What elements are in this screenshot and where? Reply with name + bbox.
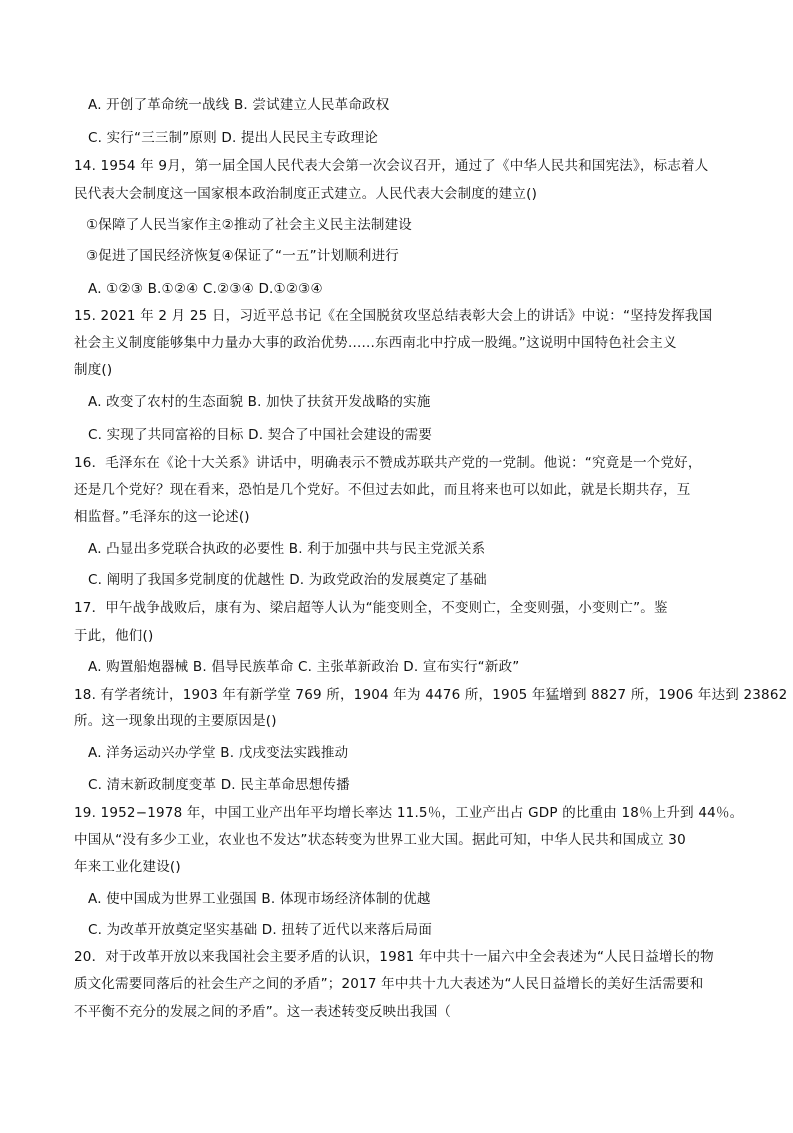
q19-stem-line-1: 19. 1952−1978 年，中国工业产出年平均增长率达 11.5％，工业产出占 GDP 的比重由 18％上升到 44％。 <box>74 805 744 821</box>
q19-option-ab: A. 使中国成为世界工业强国 B. 体现市场经济体制的优越 <box>88 891 431 907</box>
q14-statements-2: ③促进了国民经济恢复④保证了“一五”计划顺利进行 <box>86 248 399 264</box>
q20-stem-line-1: 20．对于改革开放以来我国社会主要矛盾的认识，1981 年中共十一届六中全会表述为“人民日益增长的物 <box>74 949 714 965</box>
q16-stem-line-2: 还是几个党好？现在看来，恐怕是几个党好。不但过去如此，而且将来也可以如此，就是长期共存，互 <box>74 482 691 498</box>
q15-stem-line-2: 社会主义制度能够集中力量办大事的政治优势......东西南北中拧成一股绳。”这说明中国特色社会主义 <box>74 335 677 351</box>
q16-stem-line-1: 16．毛泽东在《论十大关系》讲话中，明确表示不赞成苏联共产党的一党制。他说：“究竟是一个党好， <box>74 455 702 471</box>
q16-option-cd: C. 阐明了我国多党制度的优越性 D. 为政党政治的发展奠定了基础 <box>88 572 487 588</box>
q15-stem-line-3: 制度() <box>74 362 113 378</box>
q19-option-cd: C. 为改革开放奠定坚实基础 D. 扭转了近代以来落后局面 <box>88 922 433 938</box>
q19-stem-line-3: 年来工业化建设() <box>74 859 181 875</box>
q19-stem-line-2: 中国从“没有多少工业，农业也不发达”状态转变为世界工业大国。据此可知，中华人民共和国成立 30 <box>74 832 686 848</box>
q18-stem-line-2: 所。这一现象出现的主要原因是() <box>74 713 277 729</box>
q18-option-ab: A. 洋务运动兴办学堂 B. 戊戌变法实践推动 <box>88 745 349 761</box>
q15-option-cd: C. 实现了共同富裕的目标 D. 契合了中国社会建设的需要 <box>88 427 433 443</box>
q20-stem-line-2: 质文化需要同落后的社会生产之间的矛盾”；2017 年中共十九大表述为“人民日益增长的美好生活需要和 <box>74 976 704 992</box>
q13-option-cd: C. 实行“三三制”原则 D. 提出人民民主专政理论 <box>88 130 378 146</box>
q15-option-ab: A. 改变了农村的生态面貌 B. 加快了扶贫开发战略的实施 <box>88 394 431 410</box>
q14-options: A. ①②③ B.①②④ C.②③④ D.①②③④ <box>88 281 323 297</box>
q18-stem-line-1: 18. 有学者统计，1903 年有新学堂 769 所，1904 年为 4476 所，1905 年猛增到 8827 所，1906 年达到 23862 <box>74 687 788 703</box>
q18-option-cd: C. 清末新政制度变革 D. 民主革命思想传播 <box>88 777 350 793</box>
q16-stem-line-3: 相监督。”毛泽东的这一论述() <box>74 509 250 525</box>
q15-stem-line-1: 15. 2021 年 2 月 25 日，习近平总书记《在全国脱贫攻坚总结表彰大会上的讲话》中说：“坚持发挥我国 <box>74 308 713 324</box>
q17-stem-line-2: 于此，他们() <box>74 628 154 644</box>
q17-stem-line-1: 17．甲午战争战败后，康有为、梁启超等人认为“能变则全，不变则亡，全变则强，小变则亡”。鉴 <box>74 600 668 616</box>
q14-statements-1: ①保障了人民当家作主②推动了社会主义民主法制建设 <box>86 217 413 233</box>
q14-stem-line-1: 14. 1954 年 9月，第一届全国人民代表大会第一次会议召开，通过了《中华人民共和国宪法》，标志着人 <box>74 158 709 174</box>
q13-option-ab: A. 开创了革命统一战线 B. 尝试建立人民革命政权 <box>88 97 390 113</box>
q14-stem-line-2: 民代表大会制度这一国家根本政治制度正式建立。人民代表大会制度的建立() <box>74 186 538 202</box>
q16-option-ab: A. 凸显出多党联合执政的必要性 B. 利于加强中共与民主党派关系 <box>88 541 486 557</box>
q20-stem-line-3: 不平衡不充分的发展之间的矛盾”。这一表述转变反映出我国（ <box>74 1004 452 1020</box>
q17-options: A. 购置船炮器械 B. 倡导民族革命 C. 主张革新政治 D. 宣布实行“新政” <box>88 659 520 675</box>
